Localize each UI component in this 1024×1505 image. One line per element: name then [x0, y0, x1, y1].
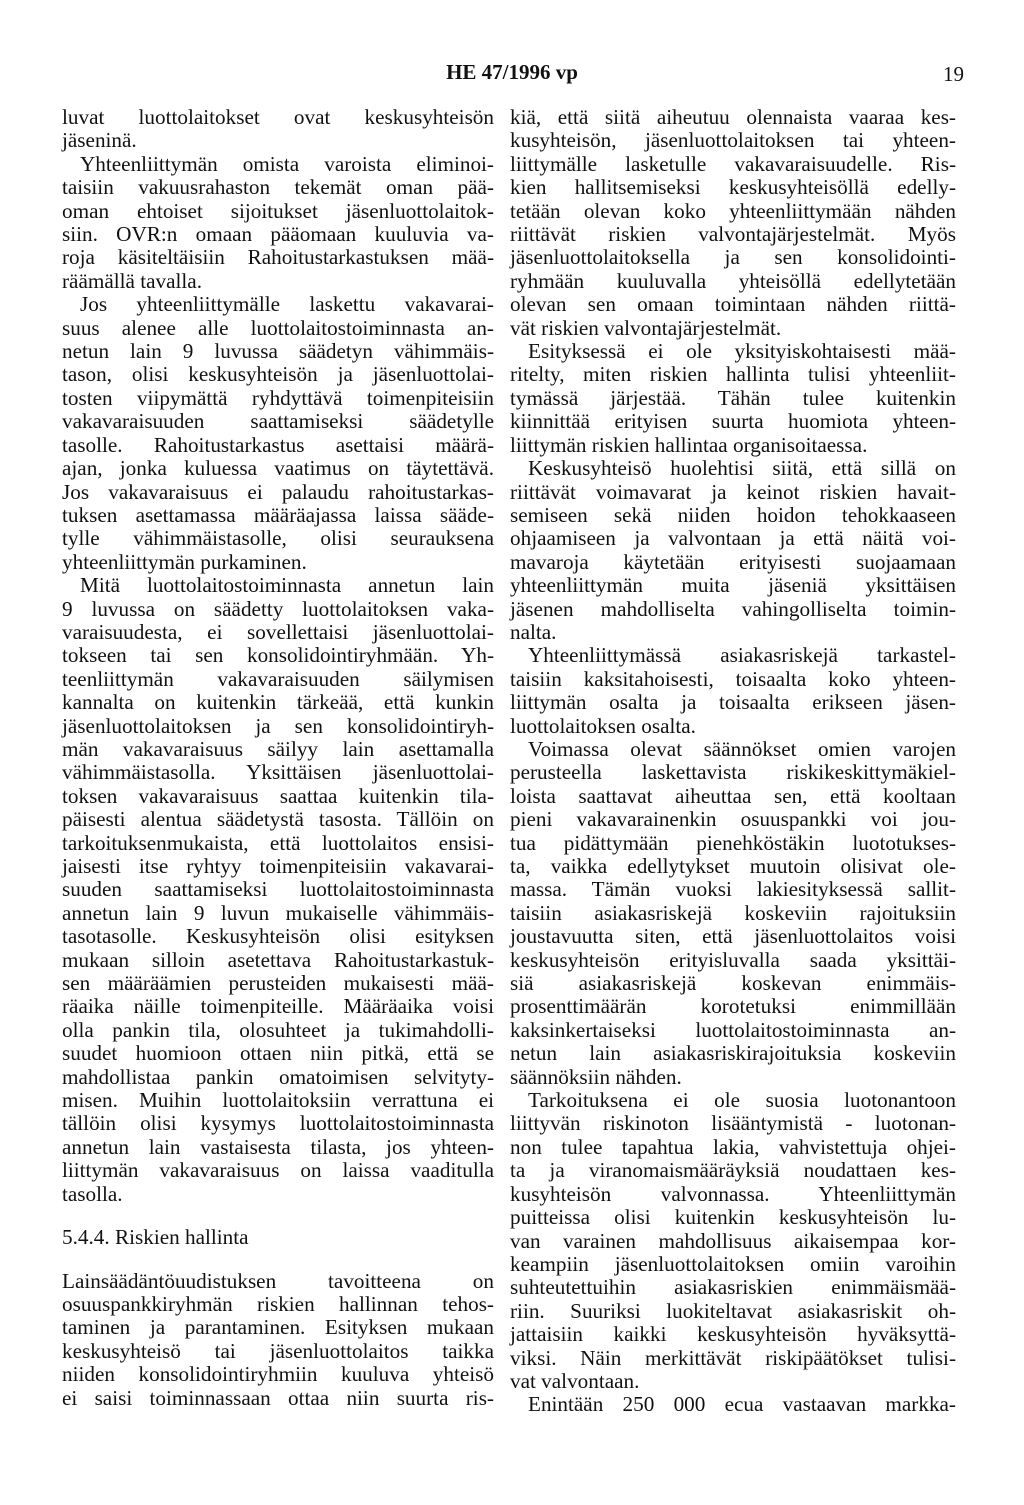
text-line: luottolaitoksen osalta. [510, 713, 696, 738]
text-line: ryhmään kuuluvalla yhteisöllä edellytetään [510, 268, 956, 293]
text-line: toksen vakavaraisuus saattaa kuitenkin tila- [62, 783, 494, 808]
text-line: nalta. [510, 619, 557, 644]
text-line: joustavuutta siten, että jäsenluottolaitos voisi [510, 924, 956, 949]
text-line: liittymälle lasketulle vakavaraisuudelle. Ris- [510, 151, 956, 176]
text-line: keskusyhteisön erityisluvalla saada yksittäi- [510, 947, 956, 972]
text-line: Jos yhteenliittymälle laskettu vakavarai- [80, 292, 494, 317]
text-line: puitteissa olisi kuitenkin keskusyhteisön lu- [510, 1205, 956, 1230]
text-line: taisiin vakuusrahaston tekemät oman pää- [62, 175, 494, 200]
text-line: Tarkoituksena ei ole suosia luotonantoon [528, 1088, 956, 1113]
text-line: misen. Muihin luottolaitoksiin verrattuna ei [62, 1088, 494, 1113]
text-line: riin. Suuriksi luokiteltavat asiakasriskit oh- [510, 1298, 956, 1323]
text-line: ritelty, miten riskien hallinta tulisi yhteenliit- [510, 362, 956, 387]
text-line: suudet huomioon ottaen niin pitkä, että se [62, 1041, 494, 1066]
document-id-header: HE 47/1996 vp [446, 60, 578, 84]
right-text-column [510, 106, 956, 1417]
paragraph-gap [62, 1206, 494, 1226]
text-line: kusyhteisön valvonnassa. Yhteenliittymän [510, 1181, 956, 1206]
text-line: mavaroja käytetään erityisesti suojaamaan [510, 549, 956, 574]
left-text-column [62, 106, 494, 1410]
text-line: Lainsäädäntöuudistuksen tavoitteena on [62, 1268, 494, 1293]
text-line: netun lain 9 luvussa säädetyn vähimmäis- [62, 339, 494, 364]
text-line: van varainen mahdollisuus aikaisempaa kor- [510, 1228, 956, 1253]
text-line: vakavaraisuuden saattamiseksi säädetylle [62, 409, 494, 434]
text-line: ei saisi toiminnassaan ottaa niin suurta ris- [62, 1385, 494, 1410]
text-line: Voimassa olevat säännökset omien varojen [528, 736, 956, 761]
text-line: riittävät riskien valvontajärjestelmät. Myös [510, 222, 956, 247]
text-line: netun lain asiakasriskirajoituksia koskeviin [510, 1041, 956, 1066]
paragraph-gap [62, 1250, 494, 1270]
text-line: jattaisiin kaikki keskusyhteisön hyväksyttä- [510, 1322, 956, 1347]
text-line: kien hallitsemiseksi keskusyhteisöllä edelly- [510, 175, 956, 200]
text-line: niiden konsolidointiryhmiin kuuluva yhteisö [62, 1362, 494, 1387]
text-line: ajan, jonka kuluessa vaatimus on täytettävä. [62, 456, 494, 481]
text-line: Esityksessä ei ole yksityiskohtaisesti mää- [528, 339, 956, 364]
text-line: 5.4.4. Riskien hallinta [62, 1225, 249, 1250]
text-line: Yhteenliittymän omista varoista eliminoi- [80, 151, 494, 176]
text-line: sen määräämien perusteiden mukaisesti mää- [62, 971, 494, 996]
text-line: viksi. Näin merkittävät riskipäätökset tulisi- [510, 1345, 956, 1370]
text-line: liittymän vakavaraisuus on laissa vaaditulla [62, 1158, 494, 1183]
text-line: non tulee tapahtua lakia, vahvistettuja ohjei- [510, 1134, 956, 1159]
text-line: jäsenluottolaitoksen ja sen konsolidointiryh- [62, 713, 494, 738]
text-line: loista saattavat aiheuttaa sen, että kooltaan [510, 783, 956, 808]
text-line: tosten viipymättä ryhdyttävä toimenpiteisiin [62, 385, 494, 410]
text-line: semiseen sekä niiden hoidon tehokkaaseen [510, 502, 956, 527]
text-line: tokseen tai sen konsolidointiryhmään. Yh- [62, 643, 494, 668]
text-line: ta ja viranomaismääräyksiä noudattaen kes- [510, 1158, 956, 1183]
text-line: pieni vakavarainenkin osuuspankki voi jou- [510, 807, 956, 832]
text-line: tuksen asettamassa määräajassa laissa sääde- [62, 502, 494, 527]
text-line: räaika näille toimenpiteille. Määräaika voisi [62, 994, 494, 1019]
text-line: suhteutettuihin asiakasriskien enimmäismää- [510, 1275, 956, 1300]
text-line: oman ehtoiset sijoitukset jäsenluottolaitok- [62, 198, 494, 223]
text-line: perusteella laskettavista riskikeskittymäkiel- [510, 760, 956, 785]
text-line: säännöksiin nähden. [510, 1064, 682, 1089]
text-line: keskusyhteisö tai jäsenluottolaitos taikka [62, 1338, 494, 1363]
text-line: siä asiakasriskejä koskevan enimmäis- [510, 971, 956, 996]
text-line: taminen ja parantaminen. Esityksen mukaan [62, 1315, 494, 1340]
text-line: vat valvontaan. [510, 1368, 640, 1393]
text-line: Jos vakavaraisuus ei palaudu rahoitustarkas- [62, 479, 494, 504]
text-line: tarkoituksenmukaista, että luottolaitos ensisi- [62, 830, 494, 855]
text-line: liittymän riskien hallintaa organisoitaessa. [510, 432, 868, 457]
text-line: jaisesti itse ryhtyy toimenpiteisiin vakavarai- [62, 854, 494, 878]
text-line: tasolle. Rahoitustarkastus asettaisi määrä- [62, 432, 494, 457]
text-line: päisesti alentua säädetystä tasosta. Tällöin on [62, 807, 494, 832]
text-line: män vakavaraisuus säilyy lain asettamalla [62, 736, 494, 761]
text-line: ta, vaikka edellytykset muutoin olisivat ole- [510, 854, 956, 878]
text-line: tua pidättymään pienehköstäkin luototukses- [510, 830, 956, 855]
text-line: prosenttimäärän korotetuksi enimmillään [510, 994, 956, 1019]
text-line: tetään olevan koko yhteenliittymään nähden [510, 198, 956, 223]
text-line: ohjaamiseen ja valvontaan ja että näitä voi- [510, 526, 956, 551]
text-line: liittymän osalta ja toisaalta erikseen jäsen- [510, 690, 956, 715]
text-line: räämällä tavalla. [62, 268, 202, 293]
text-line: kannalta on kuitenkin tärkeää, että kunkin [62, 690, 494, 715]
text-line: keampiin jäsenluottolaitoksen omiin varoihin [510, 1251, 956, 1276]
text-line: tylle vähimmäistasolle, olisi seurauksena [62, 526, 494, 551]
text-line: liittyvän riskinoton lisääntymistä - luotonan- [510, 1111, 956, 1136]
text-line: taisiin kaksitahoisesti, toisaalta koko yhteen- [510, 666, 956, 691]
text-line: suus alenee alle luottolaitostoiminnasta an- [62, 315, 494, 340]
text-line: kiinnittää erityisen suurta huomiota yhteen- [510, 409, 956, 434]
text-line: Yhteenliittymässä asiakasriskejä tarkastel- [528, 643, 956, 668]
text-line: kiä, että siitä aiheutuu olennaista vaaraa kes- [510, 105, 956, 129]
text-line: jäseninä. [62, 128, 137, 153]
text-line: riittävät voimavarat ja keinot riskien havait- [510, 479, 956, 504]
text-line: yhteenliittymän muita jäseniä yksittäisen [510, 573, 956, 598]
text-line: annetun lain 9 luvun mukaiselle vähimmäis- [62, 900, 494, 925]
text-line: vähimmäistasolla. Yksittäisen jäsenluottolai- [62, 760, 494, 785]
text-line: tasotasolle. Keskusyhteisön olisi esityksen [62, 924, 494, 949]
text-line: suuden saattamiseksi luottolaitostoiminnasta [62, 877, 494, 902]
text-line: tasolla. [62, 1181, 123, 1206]
text-line: olla pankin tila, olosuhteet ja tukimahdolli- [62, 1017, 494, 1042]
text-line: jäsenen mahdolliselta vahingolliselta toimin- [510, 596, 956, 621]
text-line: kaksinkertaiseksi luottolaitostoiminnasta an- [510, 1017, 956, 1042]
text-line: tymässä järjestää. Tähän tulee kuitenkin [510, 385, 956, 410]
text-line: Keskusyhteisö huolehtisi siitä, että sillä on [528, 456, 956, 481]
text-line: jäsenluottolaitoksella ja sen konsolidointi- [510, 245, 956, 270]
text-line: mukaan silloin asetettava Rahoitustarkastuk- [62, 947, 494, 972]
text-line: yhteenliittymän purkaminen. [62, 549, 307, 574]
text-line: mahdollistaa pankin omatoimisen selvityty- [62, 1064, 494, 1089]
text-line: 9 luvussa on säädetty luottolaitoksen vaka- [62, 596, 494, 621]
text-line: taisiin asiakasriskejä koskeviin rajoituksiin [510, 900, 956, 925]
page-number: 19 [943, 62, 964, 86]
text-line: kusyhteisön, jäsenluottolaitoksen tai yhteen- [510, 128, 956, 153]
text-line: tällöin olisi kysymys luottolaitostoiminnasta [62, 1111, 494, 1136]
text-line: Enintään 250 000 ecua vastaavan markka- [528, 1392, 956, 1417]
text-line: osuuspankkiryhmän riskien hallinnan tehos- [62, 1291, 494, 1316]
text-line: vät riskien valvontajärjestelmät. [510, 315, 782, 340]
text-line: olevan sen omaan toimintaan nähden riittä- [510, 292, 956, 317]
text-line: varaisuudesta, ei sovellettaisi jäsenluottolai- [62, 619, 494, 644]
text-line: tason, olisi keskusyhteisön ja jäsenluottolai- [62, 362, 494, 387]
text-line: teenliittymän vakavaraisuuden säilymisen [62, 666, 494, 691]
text-line: massa. Tämän vuoksi lakiesityksessä sallit- [510, 877, 956, 902]
text-line: annetun lain vastaisesta tilasta, jos yhteen- [62, 1134, 494, 1159]
text-line: Mitä luottolaitostoiminnasta annetun lain [80, 573, 494, 598]
text-line: siin. OVR:n omaan pääomaan kuuluvia va- [62, 222, 494, 247]
text-line: roja käsiteltäisiin Rahoitustarkastuksen mää- [62, 245, 494, 270]
text-line: luvat luottolaitokset ovat keskusyhteisön [62, 105, 494, 129]
